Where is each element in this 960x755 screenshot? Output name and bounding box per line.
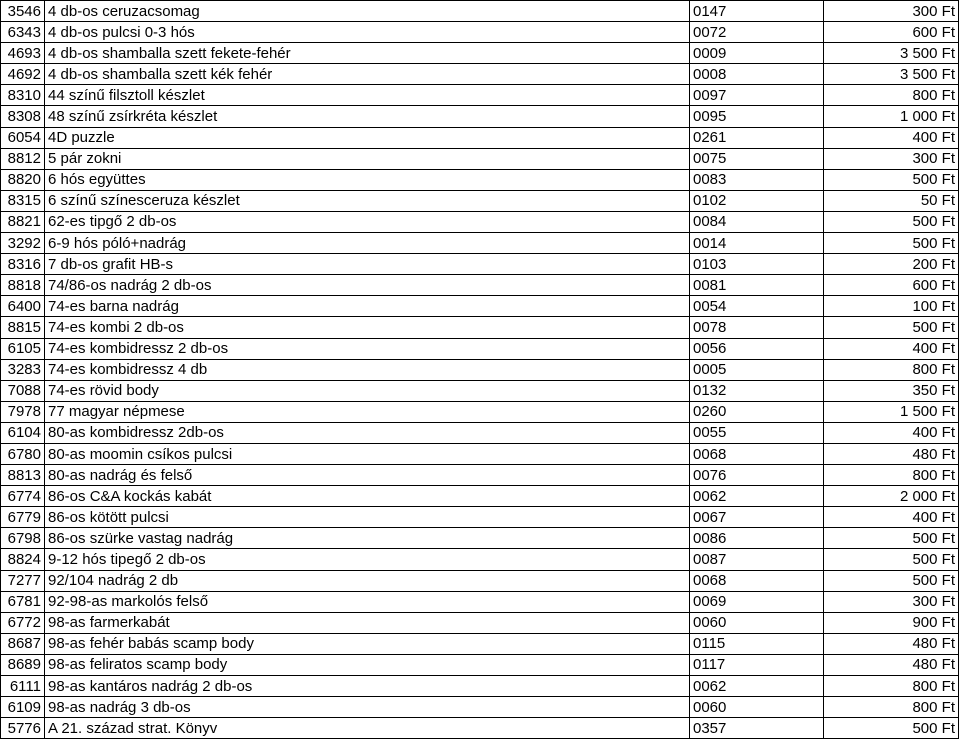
item-id-cell: 6105 [1,338,45,359]
item-code-cell: 0097 [690,85,824,106]
item-name-cell: 4 db-os shamballa szett kék fehér [45,64,690,85]
table-row [1,422,959,443]
item-id-cell: 3546 [1,1,45,22]
item-id-cell: 8812 [1,148,45,169]
item-code-cell: 0008 [690,64,824,85]
table-row [1,676,959,697]
item-code-cell: 0083 [690,169,824,190]
item-id-cell: 6780 [1,443,45,464]
item-id-cell: 8316 [1,254,45,275]
table-row [1,338,959,359]
item-name-cell: A 21. század strat. Könyv [45,718,690,739]
item-code-cell: 0076 [690,465,824,486]
item-name-cell: 80-as nadrág és felső [45,465,690,486]
item-id-cell: 3283 [1,359,45,380]
item-code-cell: 0067 [690,507,824,528]
item-code-cell: 0069 [690,591,824,612]
item-code-cell: 0086 [690,528,824,549]
table-row [1,317,959,338]
item-code-cell: 0087 [690,549,824,570]
item-price-cell: 400 Ft [824,127,959,148]
item-code-cell: 0068 [690,570,824,591]
table-row [1,465,959,486]
item-code-cell: 0260 [690,401,824,422]
item-code-cell: 0357 [690,718,824,739]
item-code-cell: 0072 [690,22,824,43]
table-row [1,1,959,22]
table-row [1,443,959,464]
table-row [1,380,959,401]
item-code-cell: 0115 [690,633,824,654]
item-code-cell: 0103 [690,254,824,275]
item-name-cell: 74-es kombidressz 2 db-os [45,338,690,359]
item-name-cell: 74-es rövid body [45,380,690,401]
item-code-cell: 0060 [690,697,824,718]
table-row [1,359,959,380]
item-code-cell: 0062 [690,676,824,697]
item-id-cell: 8818 [1,275,45,296]
table-row [1,697,959,718]
item-id-cell: 8824 [1,549,45,570]
item-name-cell: 4 db-os shamballa szett fekete-fehér [45,43,690,64]
table-row [1,169,959,190]
item-code-cell: 0054 [690,296,824,317]
table-row [1,612,959,633]
item-price-cell: 900 Ft [824,612,959,633]
table-row [1,296,959,317]
item-code-cell: 0009 [690,43,824,64]
item-code-cell: 0078 [690,317,824,338]
item-id-cell: 8689 [1,654,45,675]
item-code-cell: 0060 [690,612,824,633]
item-id-cell: 8308 [1,106,45,127]
price-list-body [1,1,959,739]
item-id-cell: 3292 [1,233,45,254]
item-name-cell: 6 hós együttes [45,169,690,190]
item-name-cell: 80-as kombidressz 2db-os [45,422,690,443]
item-name-cell: 9-12 hós tipegő 2 db-os [45,549,690,570]
item-name-cell: 7 db-os grafit HB-s [45,254,690,275]
item-price-cell: 200 Ft [824,254,959,275]
item-price-cell: 500 Ft [824,169,959,190]
item-name-cell: 92/104 nadrág 2 db [45,570,690,591]
item-id-cell: 6111 [1,676,45,697]
item-price-cell: 500 Ft [824,233,959,254]
item-name-cell: 62-es tipgő 2 db-os [45,211,690,232]
item-name-cell: 74-es barna nadrág [45,296,690,317]
item-code-cell: 0081 [690,275,824,296]
item-code-cell: 0147 [690,1,824,22]
item-price-cell: 50 Ft [824,190,959,211]
item-code-cell: 0132 [690,380,824,401]
table-row [1,507,959,528]
item-price-cell: 1 500 Ft [824,401,959,422]
item-name-cell: 4D puzzle [45,127,690,148]
item-price-cell: 1 000 Ft [824,106,959,127]
item-name-cell: 86-os kötött pulcsi [45,507,690,528]
item-code-cell: 0062 [690,486,824,507]
table-row [1,633,959,654]
item-id-cell: 5776 [1,718,45,739]
item-name-cell: 74-es kombidressz 4 db [45,359,690,380]
item-code-cell: 0095 [690,106,824,127]
item-name-cell: 74/86-os nadrág 2 db-os [45,275,690,296]
table-row [1,718,959,739]
item-id-cell: 4692 [1,64,45,85]
item-price-cell: 500 Ft [824,718,959,739]
item-price-cell: 3 500 Ft [824,43,959,64]
item-id-cell: 6104 [1,422,45,443]
item-id-cell: 4693 [1,43,45,64]
item-id-cell: 8815 [1,317,45,338]
item-price-cell: 2 000 Ft [824,486,959,507]
table-row [1,591,959,612]
item-price-cell: 800 Ft [824,465,959,486]
table-row [1,106,959,127]
table-row [1,233,959,254]
table-row [1,654,959,675]
item-id-cell: 6343 [1,22,45,43]
table-row [1,127,959,148]
item-id-cell: 8315 [1,190,45,211]
item-name-cell: 98-as kantáros nadrág 2 db-os [45,676,690,697]
item-price-cell: 500 Ft [824,317,959,338]
table-row [1,570,959,591]
item-price-cell: 400 Ft [824,338,959,359]
item-name-cell: 98-as fehér babás scamp body [45,633,690,654]
table-row [1,64,959,85]
item-name-cell: 4 db-os pulcsi 0-3 hós [45,22,690,43]
table-row [1,486,959,507]
item-id-cell: 7277 [1,570,45,591]
item-code-cell: 0117 [690,654,824,675]
item-name-cell: 4 db-os ceruzacsomag [45,1,690,22]
item-id-cell: 8687 [1,633,45,654]
item-price-cell: 3 500 Ft [824,64,959,85]
item-price-cell: 400 Ft [824,507,959,528]
table-row [1,275,959,296]
item-code-cell: 0005 [690,359,824,380]
item-price-cell: 480 Ft [824,654,959,675]
item-price-cell: 400 Ft [824,422,959,443]
item-price-cell: 800 Ft [824,359,959,380]
table-row [1,211,959,232]
item-id-cell: 7088 [1,380,45,401]
item-price-cell: 800 Ft [824,85,959,106]
item-id-cell: 7978 [1,401,45,422]
item-name-cell: 44 színű filsztoll készlet [45,85,690,106]
item-code-cell: 0014 [690,233,824,254]
item-code-cell: 0261 [690,127,824,148]
item-name-cell: 5 pár zokni [45,148,690,169]
item-id-cell: 6054 [1,127,45,148]
item-code-cell: 0068 [690,443,824,464]
table-row [1,549,959,570]
table-row [1,22,959,43]
item-name-cell: 86-os C&A kockás kabát [45,486,690,507]
item-name-cell: 6 színű színesceruza készlet [45,190,690,211]
table-row [1,85,959,106]
item-id-cell: 8820 [1,169,45,190]
item-name-cell: 92-98-as markolós felső [45,591,690,612]
item-price-cell: 600 Ft [824,275,959,296]
item-name-cell: 6-9 hós póló+nadrág [45,233,690,254]
item-price-cell: 480 Ft [824,633,959,654]
item-name-cell: 48 színű zsírkréta készlet [45,106,690,127]
item-id-cell: 6109 [1,697,45,718]
table-row [1,254,959,275]
item-price-cell: 500 Ft [824,211,959,232]
item-price-cell: 500 Ft [824,570,959,591]
item-id-cell: 6774 [1,486,45,507]
item-code-cell: 0055 [690,422,824,443]
table-row [1,528,959,549]
item-code-cell: 0075 [690,148,824,169]
item-id-cell: 6400 [1,296,45,317]
item-id-cell: 6779 [1,507,45,528]
table-row [1,148,959,169]
item-name-cell: 80-as moomin csíkos pulcsi [45,443,690,464]
item-price-cell: 500 Ft [824,549,959,570]
item-price-cell: 600 Ft [824,22,959,43]
item-code-cell: 0056 [690,338,824,359]
item-price-cell: 300 Ft [824,591,959,612]
item-price-cell: 800 Ft [824,676,959,697]
item-price-cell: 500 Ft [824,528,959,549]
table-row [1,401,959,422]
item-id-cell: 6798 [1,528,45,549]
item-price-cell: 800 Ft [824,697,959,718]
item-name-cell: 74-es kombi 2 db-os [45,317,690,338]
item-price-cell: 300 Ft [824,1,959,22]
table-row [1,190,959,211]
item-id-cell: 6781 [1,591,45,612]
table-row [1,43,959,64]
item-id-cell: 8310 [1,85,45,106]
item-id-cell: 8813 [1,465,45,486]
item-name-cell: 86-os szürke vastag nadrág [45,528,690,549]
item-name-cell: 98-as farmerkabát [45,612,690,633]
item-name-cell: 98-as feliratos scamp body [45,654,690,675]
item-price-cell: 350 Ft [824,380,959,401]
item-name-cell: 98-as nadrág 3 db-os [45,697,690,718]
item-price-cell: 300 Ft [824,148,959,169]
item-price-cell: 480 Ft [824,443,959,464]
item-id-cell: 8821 [1,211,45,232]
item-name-cell: 77 magyar népmese [45,401,690,422]
item-price-cell: 100 Ft [824,296,959,317]
item-code-cell: 0084 [690,211,824,232]
item-code-cell: 0102 [690,190,824,211]
item-id-cell: 6772 [1,612,45,633]
